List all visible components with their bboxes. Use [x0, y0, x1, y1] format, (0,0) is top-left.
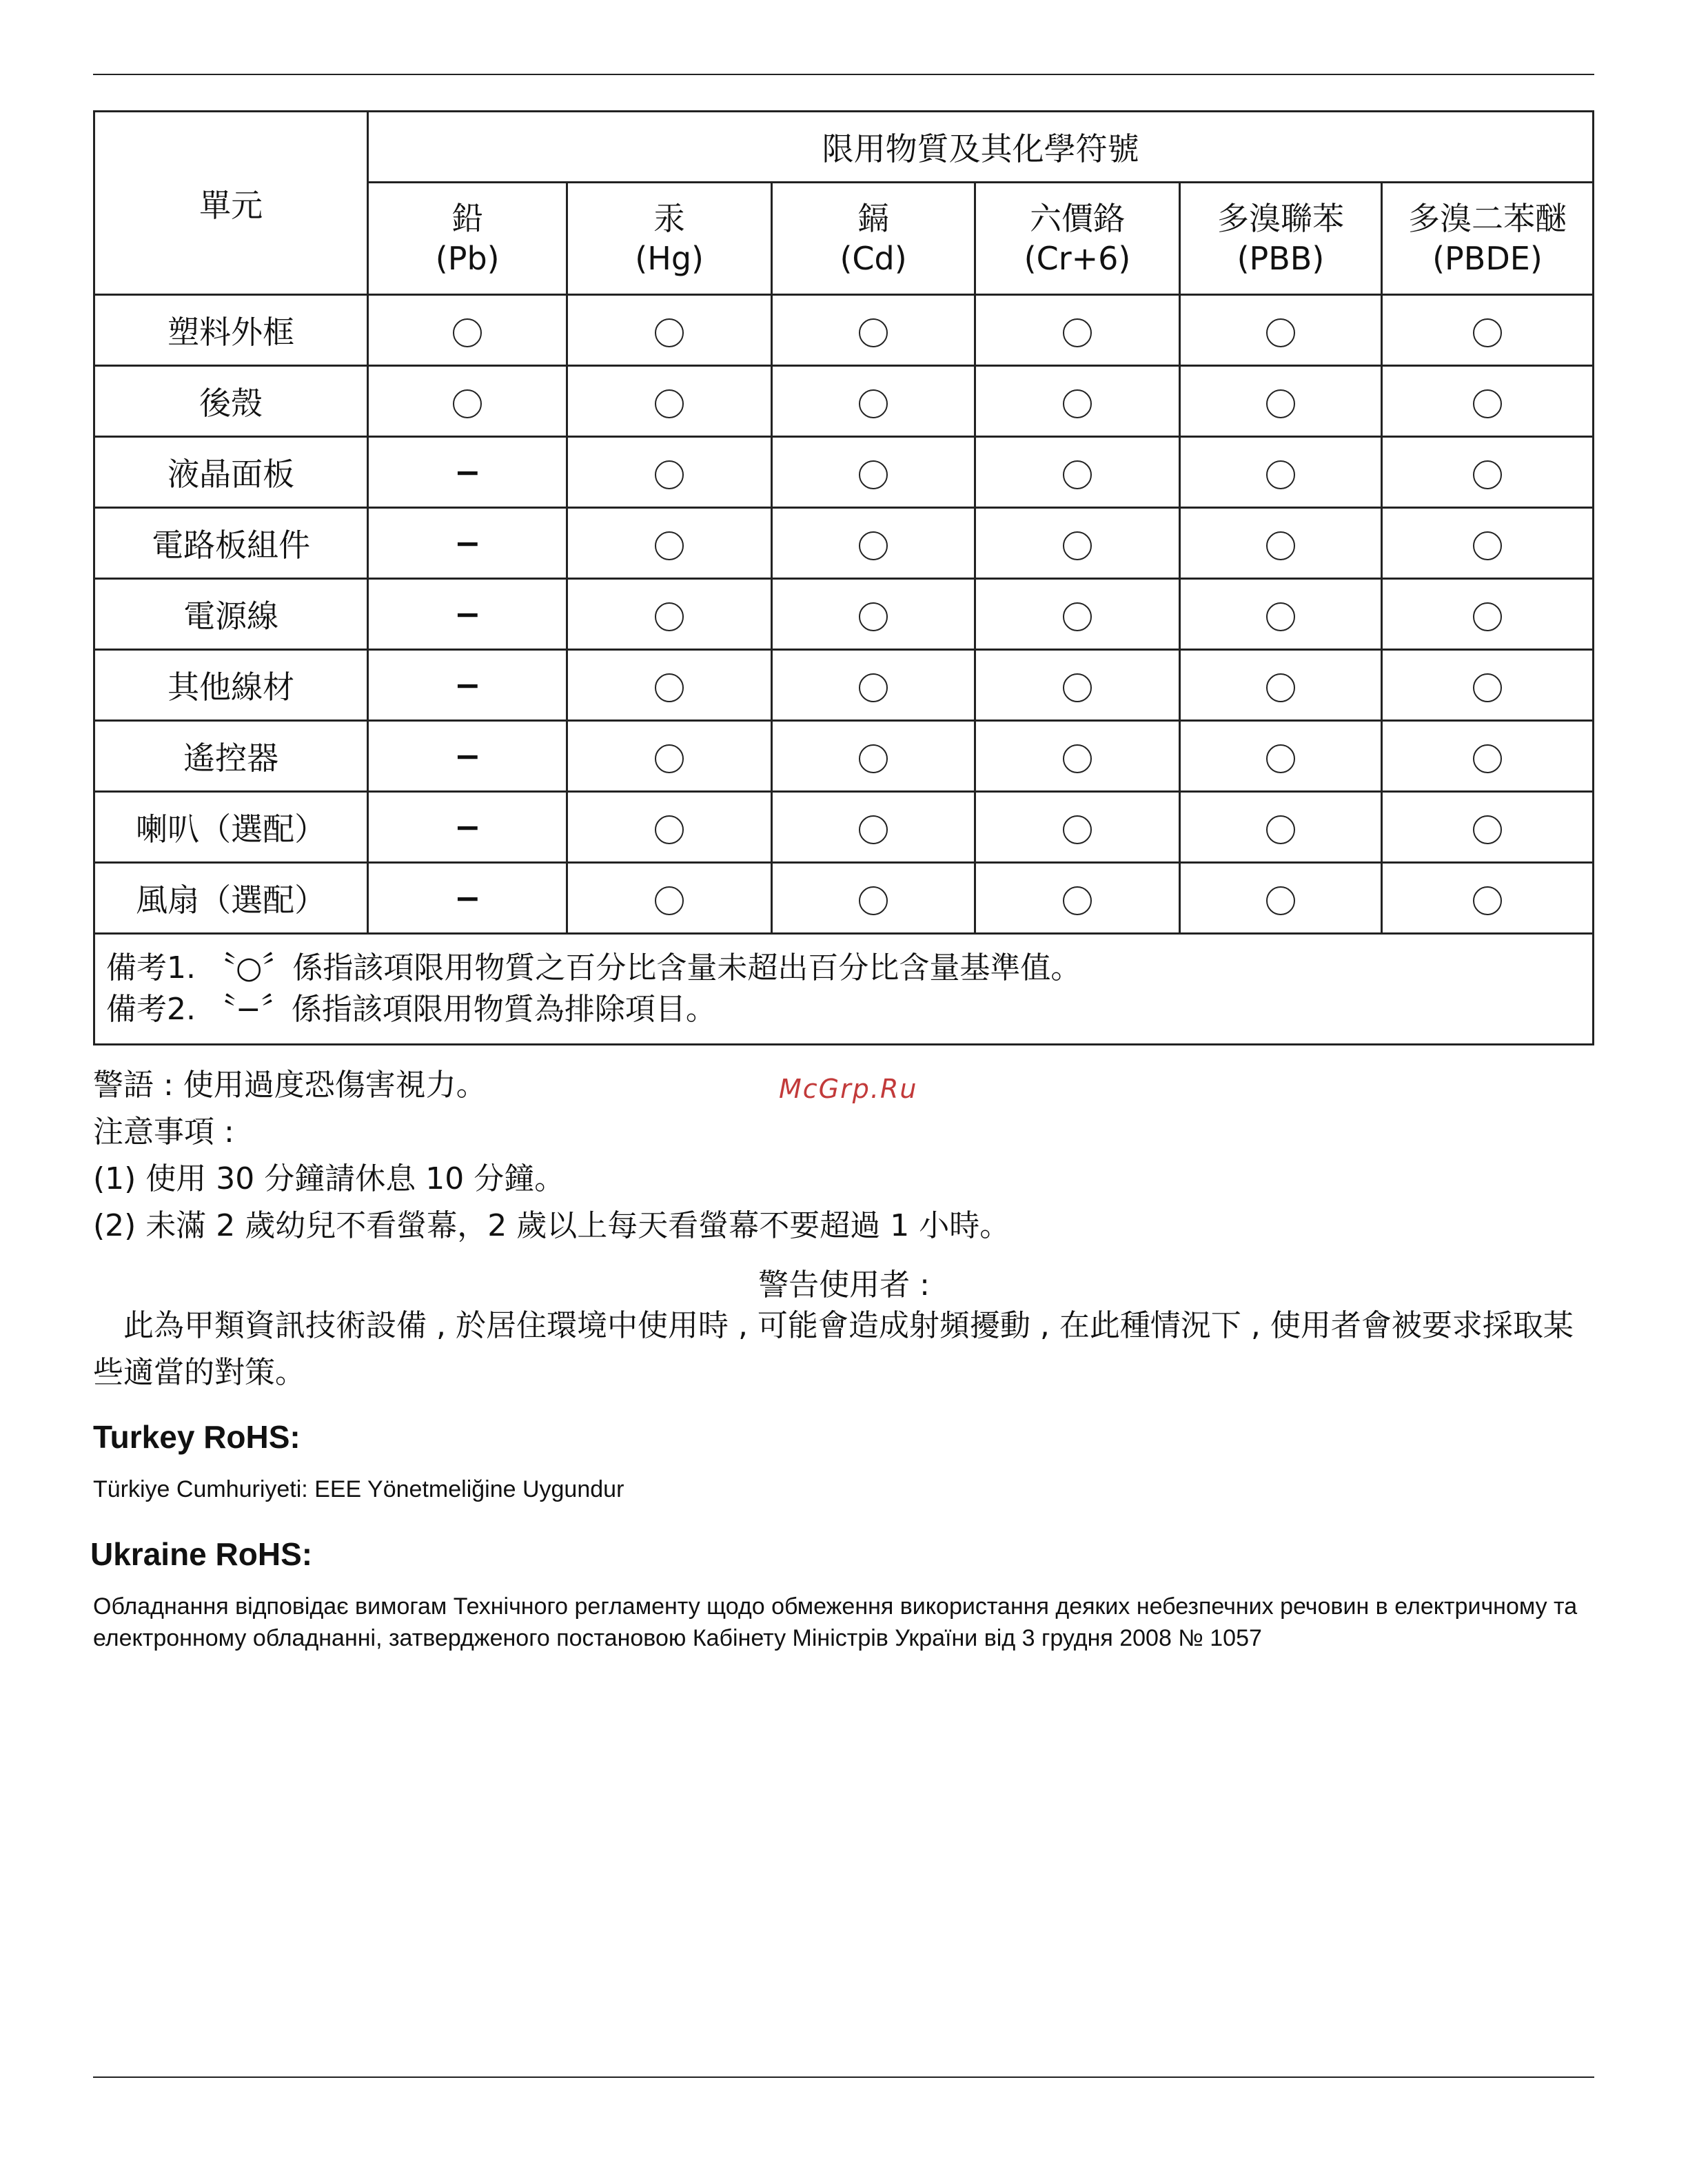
compliant-circle-icon [655, 531, 684, 560]
vision-warning: 警語 : 使用過度恐傷害視力。 [93, 1068, 487, 1103]
table-note: 備考1. 〝○〞係指該項限用物質之百分比含量未超出百分比含量基準值。 [106, 950, 1081, 986]
compliant-circle-icon [859, 886, 888, 915]
substance-status-cell [567, 650, 772, 721]
substance-symbol: (PBDE) [1432, 240, 1543, 277]
compliant-circle-icon [1473, 744, 1502, 773]
exempt-dash-icon: − [454, 737, 481, 775]
unit-cell: 液晶面板 [94, 437, 368, 508]
exempt-dash-icon: − [454, 879, 481, 917]
substance-status-cell [368, 508, 567, 579]
compliant-circle-icon [655, 886, 684, 915]
substance-status-cell [1381, 366, 1593, 437]
substance-status-cell [772, 792, 975, 863]
compliant-circle-icon [1473, 886, 1502, 915]
exempt-dash-icon: − [454, 595, 481, 633]
substance-name: 多溴聯苯 [1217, 200, 1344, 237]
substance-status-cell [567, 792, 772, 863]
unit-cell: 遙控器 [94, 721, 368, 792]
substance-status-cell [1381, 295, 1593, 366]
substance-status-cell [567, 366, 772, 437]
top-divider [93, 74, 1594, 75]
substance-status-cell [772, 579, 975, 650]
caution-item-1: (1) 使用 30 分鐘請休息 10 分鐘。 [93, 1161, 565, 1196]
substance-header [1381, 183, 1593, 295]
compliant-circle-icon [1473, 389, 1502, 418]
compliant-circle-icon [859, 460, 888, 489]
substance-status-cell [772, 863, 975, 934]
unit-cell: 塑料外框 [94, 295, 368, 366]
substance-status-cell [772, 508, 975, 579]
substance-status-cell [1381, 437, 1593, 508]
compliant-circle-icon [1266, 815, 1295, 844]
substance-header [368, 183, 567, 295]
compliant-circle-icon [655, 815, 684, 844]
substance-status-cell [1381, 792, 1593, 863]
substance-status-cell [1381, 579, 1593, 650]
compliant-circle-icon [1473, 602, 1502, 631]
compliant-circle-icon [453, 389, 482, 418]
substance-status-cell [368, 863, 567, 934]
compliant-circle-icon [859, 744, 888, 773]
substance-status-cell [567, 721, 772, 792]
substance-status-cell [567, 579, 772, 650]
compliant-circle-icon [859, 318, 888, 347]
substance-status-cell [975, 437, 1180, 508]
exempt-dash-icon: − [454, 808, 481, 846]
substance-symbol: (Pb) [435, 240, 500, 277]
table-row [94, 650, 1594, 721]
unit-cell: 風扇（選配） [94, 863, 368, 934]
exempt-dash-icon: − [454, 524, 481, 562]
substance-group-header: 限用物質及其化學符號 [368, 112, 1594, 183]
substance-name: 鉛 [451, 200, 484, 237]
substance-status-cell [975, 366, 1180, 437]
compliant-circle-icon [1063, 886, 1092, 915]
ukraine-rohs-text: Обладнання відповідає вимогам Технічного регламенту щодо обмеження використання деяких небезпечних речовин в електричному та електронному обладнанні, затвердженого постановою Кабінету Міністрів України від 3 грудня 2008 № 1057 [93, 1593, 1578, 1651]
substance-header [772, 183, 975, 295]
substance-status-cell [975, 721, 1180, 792]
compliant-circle-icon [1266, 886, 1295, 915]
unit-cell: 後殼 [94, 366, 368, 437]
caution-item-2: (2) 未滿 2 歲幼兒不看螢幕，2 歲以上每天看螢幕不要超過 1 小時。 [93, 1208, 1010, 1243]
table-row [94, 437, 1594, 508]
substance-status-cell [567, 863, 772, 934]
substance-status-cell [1381, 508, 1593, 579]
compliant-circle-icon [859, 389, 888, 418]
substance-status-cell [772, 721, 975, 792]
compliant-circle-icon [859, 602, 888, 631]
compliant-circle-icon [1063, 318, 1092, 347]
compliant-circle-icon [453, 318, 482, 347]
compliant-circle-icon [1473, 318, 1502, 347]
unit-cell: 其他線材 [94, 650, 368, 721]
substance-status-cell [368, 721, 567, 792]
table-row [94, 863, 1594, 934]
unit-cell: 喇叭（選配） [94, 792, 368, 863]
substance-status-cell [1179, 863, 1381, 934]
compliant-circle-icon [1473, 531, 1502, 560]
substance-name: 六價鉻 [1030, 200, 1126, 237]
substance-status-cell [772, 437, 975, 508]
turkey-rohs-text: Türkiye Cumhuriyeti: EEE Yönetmeliğine Uygundur [93, 1476, 624, 1502]
compliant-circle-icon [655, 460, 684, 489]
substance-symbol: (Cr+6) [1024, 240, 1131, 277]
substance-status-cell [1179, 437, 1381, 508]
table-row [94, 579, 1594, 650]
substance-symbol: (PBB) [1237, 240, 1325, 277]
compliant-circle-icon [1266, 744, 1295, 773]
substance-status-cell [975, 579, 1180, 650]
substance-status-cell [368, 650, 567, 721]
substance-status-cell [1179, 295, 1381, 366]
user-warning-title: 警告使用者 : [758, 1267, 930, 1303]
compliant-circle-icon [1266, 602, 1295, 631]
compliant-circle-icon [1063, 744, 1092, 773]
compliant-circle-icon [1473, 815, 1502, 844]
substance-status-cell [975, 863, 1180, 934]
substance-symbol: (Cd) [840, 240, 907, 277]
compliant-circle-icon [859, 531, 888, 560]
substance-status-cell [975, 508, 1180, 579]
watermark: McGrp.Ru [779, 1074, 918, 1104]
compliant-circle-icon [1266, 673, 1295, 702]
table-row [94, 295, 1594, 366]
substance-status-cell [975, 295, 1180, 366]
table-notes [94, 934, 1594, 1045]
unit-cell: 電路板組件 [94, 508, 368, 579]
substance-status-cell [1179, 650, 1381, 721]
substance-header [1179, 183, 1381, 295]
compliant-circle-icon [1266, 531, 1295, 560]
substance-status-cell [567, 508, 772, 579]
table-row [94, 721, 1594, 792]
substance-status-cell [1179, 579, 1381, 650]
substance-status-cell [1381, 721, 1593, 792]
compliant-circle-icon [1266, 460, 1295, 489]
compliant-circle-icon [1063, 602, 1092, 631]
compliant-circle-icon [1063, 673, 1092, 702]
substance-name: 汞 [653, 200, 686, 237]
compliant-circle-icon [1266, 389, 1295, 418]
substance-status-cell [772, 366, 975, 437]
compliant-circle-icon [859, 815, 888, 844]
substance-status-cell [567, 437, 772, 508]
compliant-circle-icon [1473, 460, 1502, 489]
exempt-dash-icon: − [454, 453, 481, 491]
restricted-substances-table [93, 110, 1594, 1045]
compliant-circle-icon [1266, 318, 1295, 347]
substance-symbol: (Hg) [635, 240, 704, 277]
unit-header: 單元 [94, 112, 368, 295]
substance-status-cell [772, 295, 975, 366]
substance-header [567, 183, 772, 295]
substance-status-cell [975, 650, 1180, 721]
substance-status-cell [1179, 366, 1381, 437]
turkey-rohs-heading: Turkey RoHS: [93, 1419, 301, 1455]
bottom-divider [93, 2076, 1594, 2078]
substance-status-cell [368, 792, 567, 863]
substance-status-cell [368, 579, 567, 650]
substance-status-cell [368, 437, 567, 508]
substance-status-cell [1179, 508, 1381, 579]
substance-status-cell [975, 792, 1180, 863]
table-row [94, 508, 1594, 579]
substance-status-cell [567, 295, 772, 366]
ukraine-rohs-heading: Ukraine RoHS: [90, 1536, 313, 1572]
compliant-circle-icon [655, 389, 684, 418]
substance-status-cell [772, 650, 975, 721]
caution-title: 注意事項 : [93, 1114, 234, 1150]
substance-header [975, 183, 1180, 295]
compliant-circle-icon [655, 673, 684, 702]
compliant-circle-icon [655, 318, 684, 347]
substance-name: 多溴二苯醚 [1407, 200, 1567, 237]
substance-status-cell [1381, 650, 1593, 721]
user-warning-body: 此為甲類資訊技術設備 , 於居住環境中使用時 , 可能會造成射頻擾動 , 在此種情況下 , 使用者會被要求採取某些適當的對策。 [93, 1308, 1574, 1390]
compliant-circle-icon [1063, 460, 1092, 489]
compliant-circle-icon [655, 602, 684, 631]
substance-status-cell [368, 295, 567, 366]
table-note: 備考2. 〝−〞係指該項限用物質為排除項目。 [106, 992, 716, 1027]
compliant-circle-icon [1063, 531, 1092, 560]
table-row [94, 366, 1594, 437]
substance-status-cell [1179, 792, 1381, 863]
compliant-circle-icon [655, 744, 684, 773]
compliant-circle-icon [1063, 815, 1092, 844]
compliant-circle-icon [859, 673, 888, 702]
table-row [94, 792, 1594, 863]
substance-status-cell [1381, 863, 1593, 934]
substance-status-cell [1179, 721, 1381, 792]
exempt-dash-icon: − [454, 666, 481, 704]
substance-name: 鎘 [857, 200, 890, 237]
unit-cell: 電源線 [94, 579, 368, 650]
substance-status-cell [368, 366, 567, 437]
compliant-circle-icon [1063, 389, 1092, 418]
compliant-circle-icon [1473, 673, 1502, 702]
